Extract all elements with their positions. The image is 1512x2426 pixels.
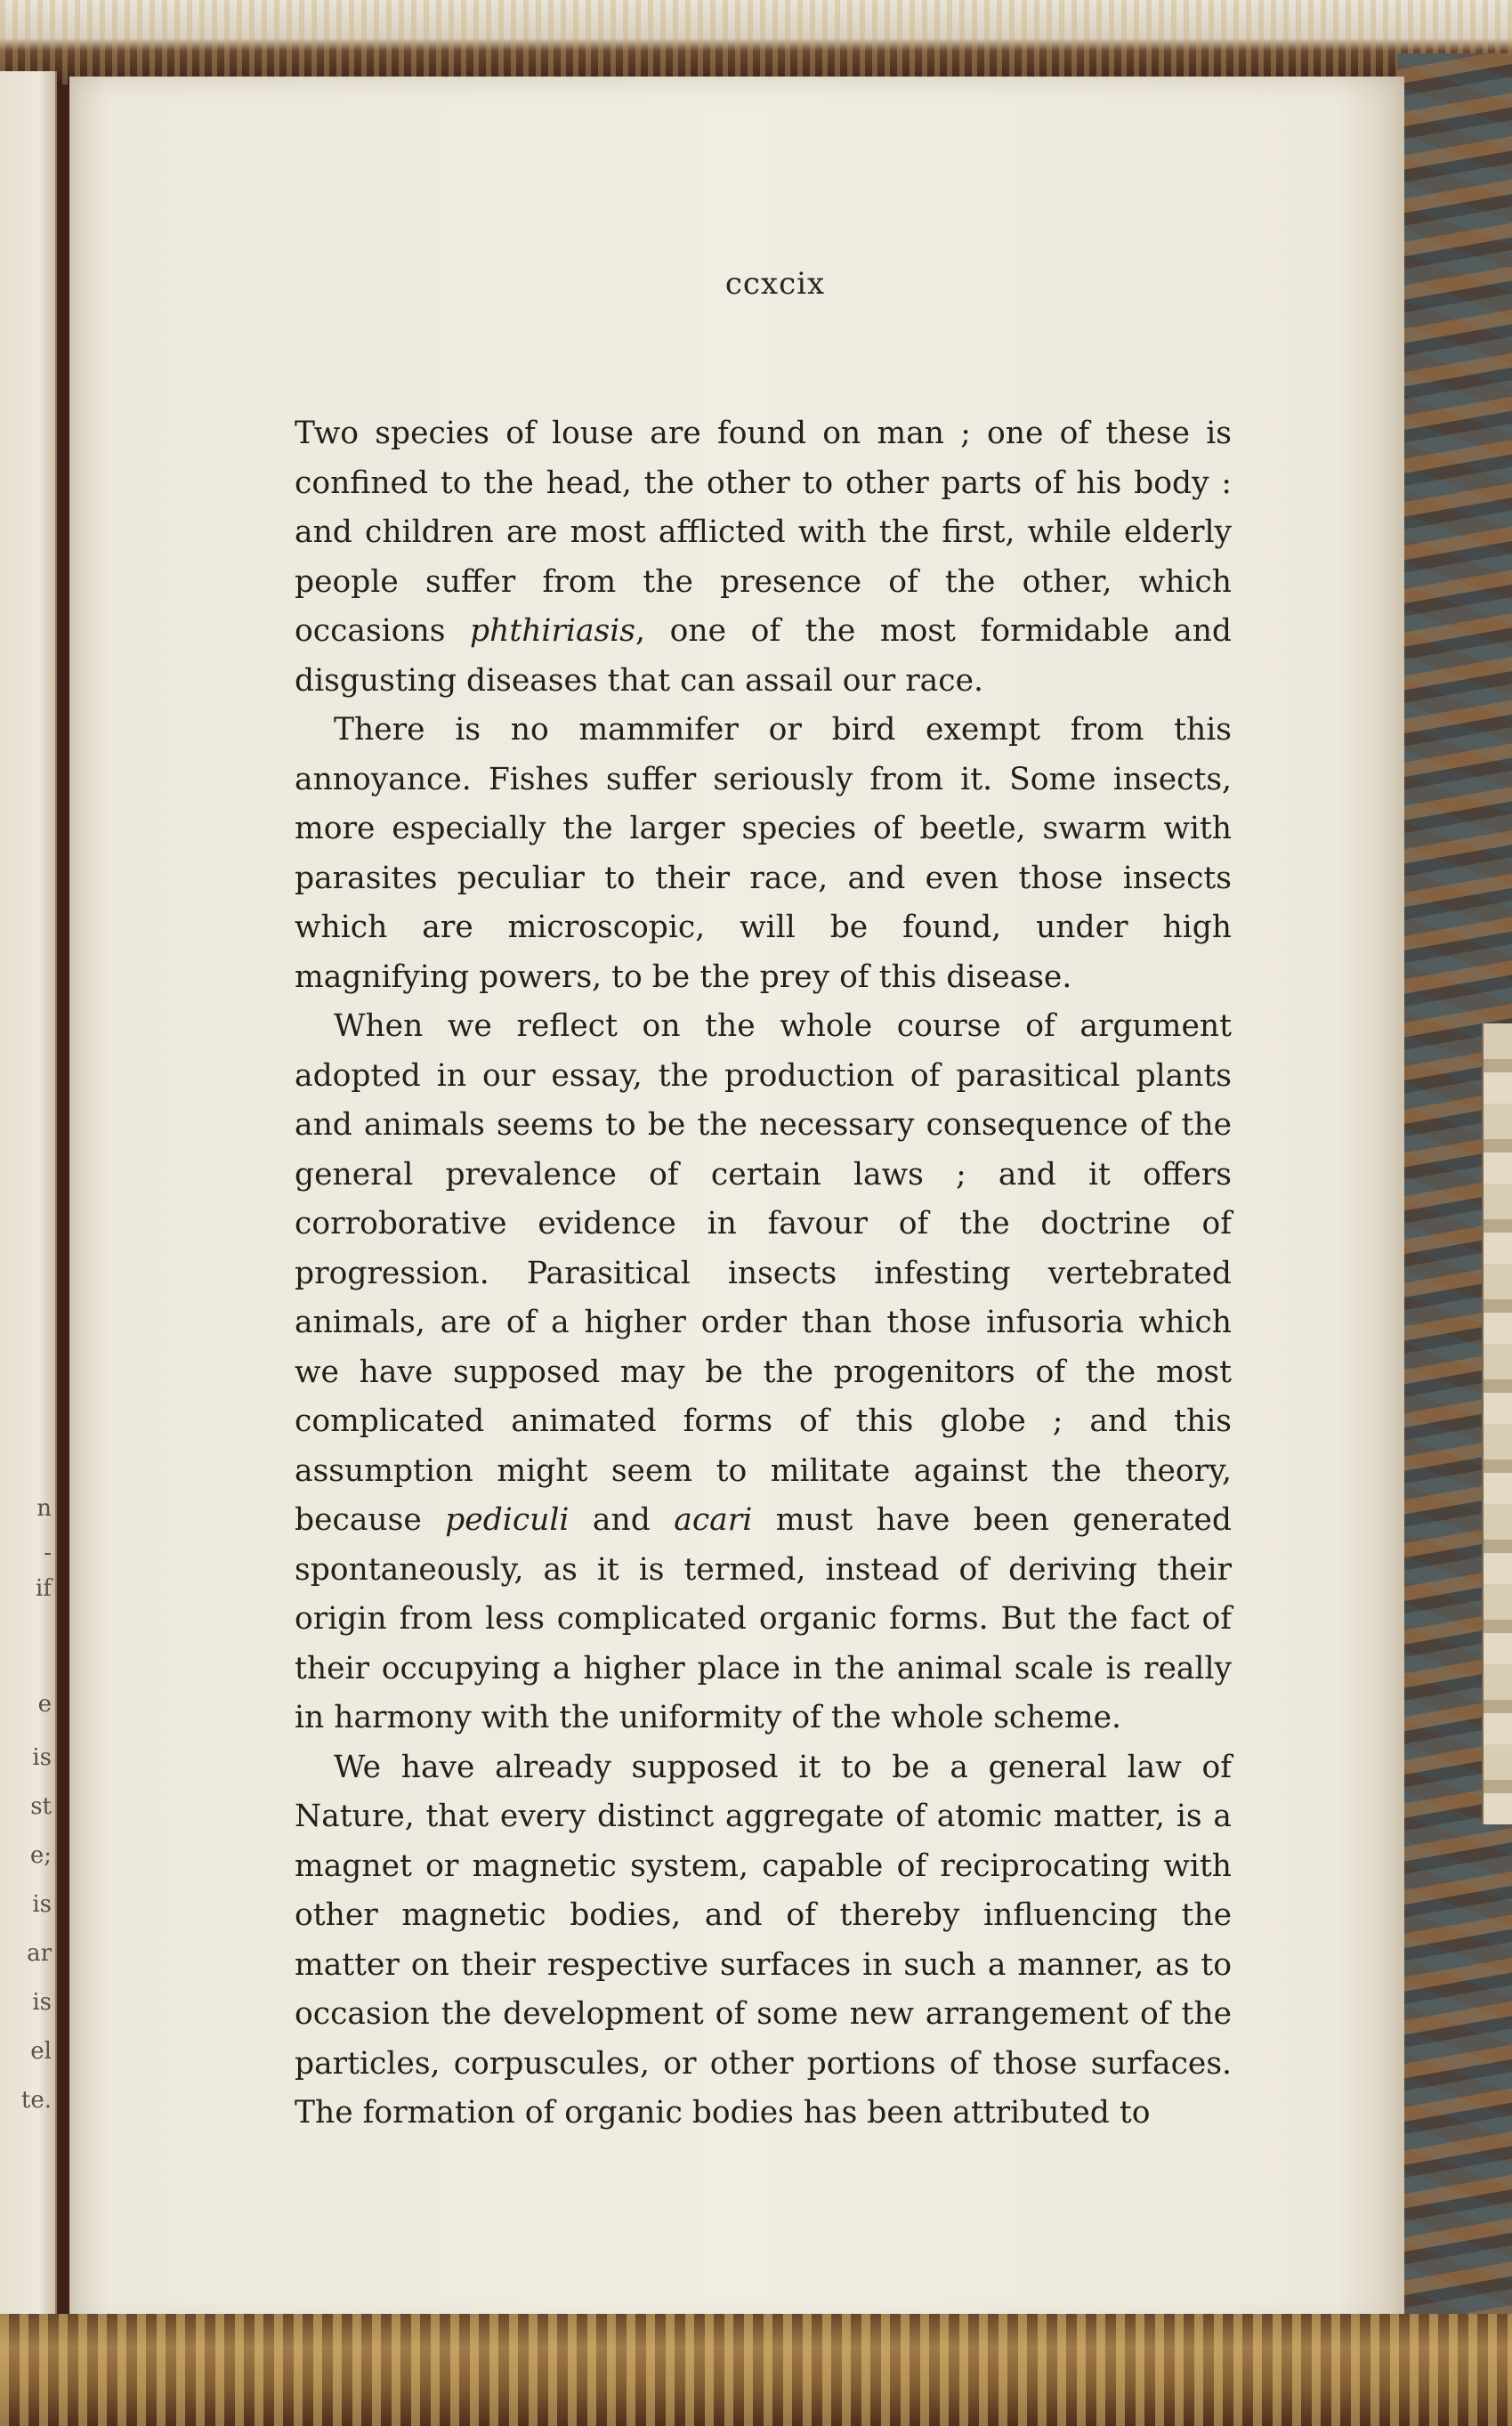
facing-fragment: e [37, 1691, 52, 1718]
facing-fragment: - [44, 1540, 52, 1566]
book-page [69, 77, 1404, 2328]
paragraph [295, 706, 1232, 1002]
text-run: There is no mammifer or bird exempt from this annoyance. Fishes suffer seriously from it. Some insects, more especially the larger species of beetle, swarm with parasites peculiar to their race, and even those insects which are microscopic, will be found, under high magnifying powers, to be the prey of this disease. [295, 712, 1232, 995]
paragraph [295, 1002, 1232, 1743]
italic-term: phthiriasis [470, 613, 635, 649]
text-run: must have been generated spontaneously, as it is termed, instead of deriving their origin from less complicated organic forms. But the fact of their occupying a higher place in the animal scale is really in harmony with the uniformity of the whole scheme. [295, 1502, 1232, 1735]
italic-term: acari [674, 1502, 753, 1538]
facing-fragment: ar [27, 1940, 52, 1967]
facing-fragment: st [30, 1793, 52, 1820]
text-run: and [569, 1502, 675, 1538]
bottom-gilt-edge [0, 2314, 1512, 2426]
facing-fragment: is [32, 1744, 52, 1771]
body-text [295, 409, 1232, 2139]
facing-fragment: is [32, 1891, 52, 1918]
paragraph [295, 409, 1232, 706]
text-run: When we reflect on the whole course of argument adopted in our essay, the production of parasitical plants and animals seems to be the necessary consequence of the general prevalence of certain laws ; and it offers corroborative evidence in favour of the doctrine of progression. Parasitical insects infesting vertebrated animals, are of a higher order than those infusoria which we have supposed may be the progenitors of the most complicated animated forms of this globe ; and this assumption might seem to militate against the theory, because [295, 1008, 1232, 1538]
text-run: We have already supposed it to be a general law of Nature, that every distinct aggregate of atomic matter, is a magnet or magnetic system, capable of reciprocating with other magnetic bodies, and of thereby influencing the matter on their respective surfaces in such a manner, as to occasion the development of some new arrangement of the particles, corpuscules, or other portions of those surfaces. The formation of organic bodies has been attributed to [295, 1749, 1232, 2131]
facing-fragment: te. [20, 2087, 52, 2114]
page-number: ccxcix [724, 266, 826, 302]
facing-fragment: if [36, 1575, 52, 1602]
text-run: Two species of louse are found on man ; one of these is confined to the head, the other to other parts of his body : and children are most afflicted with the first, while elderly people suffer from the presence of the other, which occasions [295, 416, 1232, 649]
facing-fragment: el [30, 2038, 52, 2065]
facing-fragment: is [32, 1989, 52, 2016]
top-binding-edge [0, 0, 1512, 85]
facing-page-fragments [0, 71, 55, 2349]
paragraph [295, 1743, 1232, 2139]
facing-fragment: e; [29, 1842, 52, 1869]
facing-fragment: n [36, 1495, 52, 1522]
italic-term: pediculi [445, 1502, 570, 1538]
facing-page-edge [0, 71, 57, 2349]
text-run: , one of the most formidable and disgusting diseases that can assail our race. [295, 613, 1232, 699]
page-edges [1482, 1023, 1512, 1824]
